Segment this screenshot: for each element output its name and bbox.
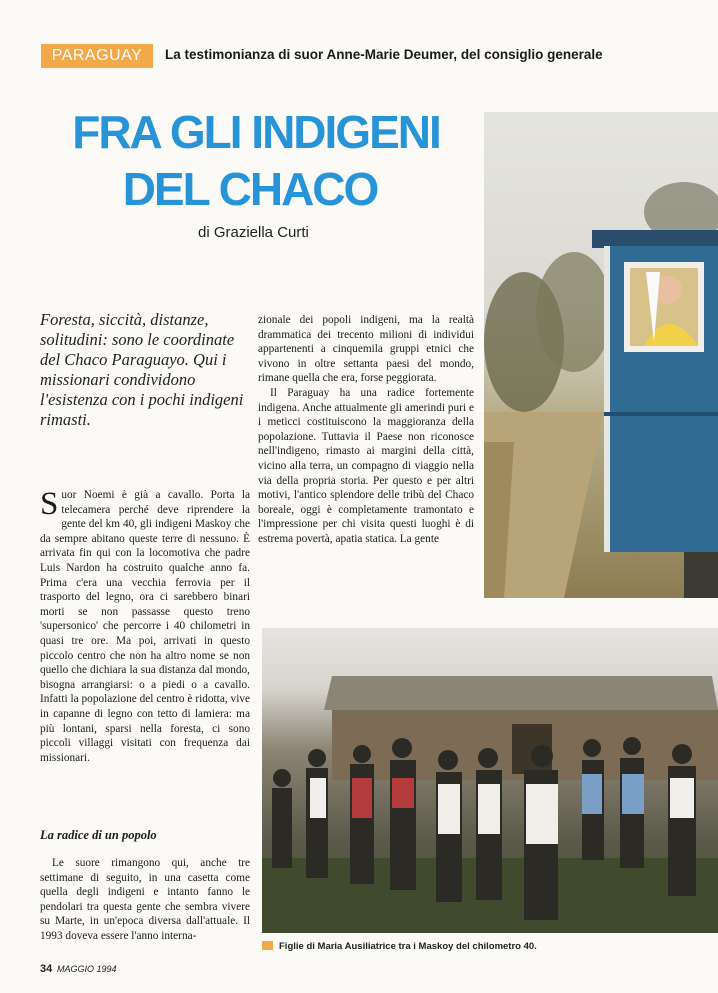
magazine-issue: MAGGIO 1994 bbox=[57, 964, 117, 974]
body-paragraph bbox=[40, 488, 250, 765]
photo-illustration bbox=[484, 112, 718, 598]
body-column-2 bbox=[258, 313, 474, 547]
body-paragraph: zionale dei popoli indigeni, ma la realtà drammatica dei trecento milioni di individui appartenenti a cinquemila gruppi etnici che vivono in oltre settanta paesi del mondo, rimane quella che era, forse peggiorata. bbox=[258, 314, 474, 385]
photo-caption bbox=[262, 941, 537, 952]
lede-paragraph: Foresta, siccità, distanze, solitudini: sono le coordinate del Chaco Paraguayo. Qui i missionari condividono l'esistenza con i pochi indigeni rimasti. bbox=[40, 310, 244, 429]
photo-group-maskoy bbox=[262, 628, 718, 933]
article-tagline: La testimonianza di suor Anne-Marie Deumer, del consiglio generale bbox=[165, 47, 603, 62]
headline-line-1: FRA GLI INDIGENI bbox=[72, 106, 440, 158]
page-footer bbox=[40, 963, 117, 975]
headline-line-2: DEL CHACO bbox=[122, 163, 378, 215]
caption-text: Figlie di Maria Ausiliatrice tra i Maskoy del chilometro 40. bbox=[279, 941, 537, 952]
body-paragraph: Le suore rimangono qui, anche tre settimane di seguito, in una casetta come quella degli indigeni e intanto fanno le pendolari tra questa gente che sembra vivere su Marte, in un'epoca diversa dall'attuale. Il 1993 doveva essere l'anno interna- bbox=[40, 857, 250, 942]
section-label: PARAGUAY bbox=[41, 44, 153, 68]
drop-cap: S bbox=[40, 486, 59, 522]
body-column-1-continued bbox=[40, 856, 250, 944]
page-number: 34 bbox=[40, 963, 53, 975]
paragraph-text: uor Noemi è già a cavallo. Porta la telecamera perché deve riprendere la gente del km 40, gli indigeni Maskoy che da sempre abitano queste terre di nessuno. È arrivata fin qui con la locomotiva che padre Luis Nardon ha costruito qualche anno fa. Prima c'era una vecchia ferrovia per il trasporto del legno, ora ci sarebbero binari morti se non passasse questo treno 'supersonico' che percorre i 40 chilometri in quasi tre ore. Ma poi, arrivati in questo piccolo centro che non ha altro nome se non quello che dichiara la sua distanza dal mondo, bisogna arrangiarsi: o a piedi o a cavallo. Infatti la popolazione del centro è ridotta, vive in capanne di legno con tetto di lamiera: ma più lontani, sparsi nella foresta, ci sono piccoli villaggi visitati con frequenza dai missionari. bbox=[40, 489, 250, 764]
body-paragraph: Il Paraguay ha una radice fortemente indigena. Anche attualmente gli amerindi puri e i meticci costituiscono la maggioranza della popolazione. Tuttavia il Paese non riconosce nell'indigeno, rimasto ai margini della città, vicino alla terra, un compagno di viaggio nella via della propria storia. Per questo e per altri motivi, l'antico splendore delle tribù del Chaco boreale, oggi è completamente tramontato e l'impressione per chi visita questi luoghi è di estrema povertà, apatia statica. La gente bbox=[258, 386, 474, 545]
body-column-1 bbox=[40, 488, 250, 765]
byline: di Graziella Curti bbox=[198, 224, 309, 241]
caption-marker bbox=[262, 941, 273, 950]
photo-illustration bbox=[262, 628, 718, 933]
photo-nun-train bbox=[484, 112, 718, 598]
subheading: La radice di un popolo bbox=[40, 828, 157, 842]
